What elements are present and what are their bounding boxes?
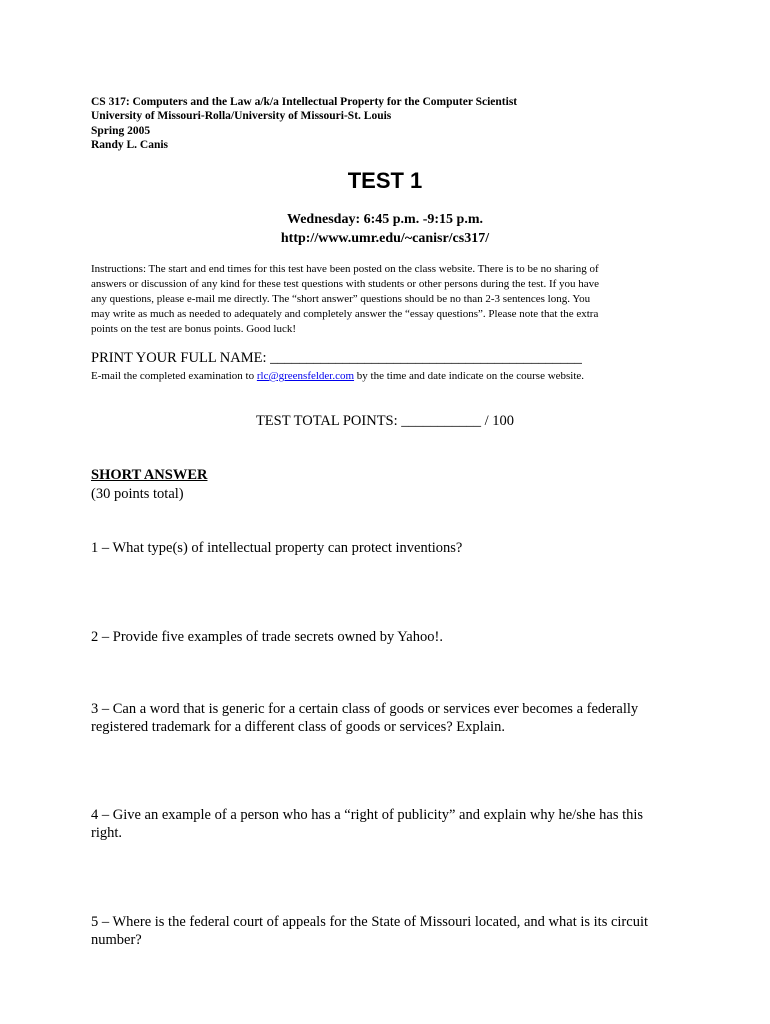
question-2	[91, 628, 443, 646]
instructor-name: Randy L. Canis	[91, 139, 169, 151]
course-url: http://www.umr.edu/~canisr/cs317/	[280, 231, 490, 246]
instructions-line: points on the test are bonus points. Good luck!	[91, 323, 297, 335]
test-schedule: Wednesday: 6:45 p.m. -9:15 p.m.	[286, 212, 483, 227]
question-line: registered trademark for a different class of goods or services? Explain.	[91, 719, 506, 735]
question-line: 5 – Where is the federal court of appeals for the State of Missouri located, and what is its circuit	[91, 914, 649, 930]
question-line: number?	[91, 932, 142, 948]
university-name: University of Missouri-Rolla/University of Missouri-St. Louis	[91, 110, 392, 122]
question-5	[91, 913, 648, 949]
instructions-line: Instructions: The start and end times for this test have been posted on the class website. There is to be no sharing of	[91, 263, 599, 275]
test-total-points: TEST TOTAL POINTS: ___________ / 100	[255, 413, 515, 429]
question-line: 3 – Can a word that is generic for a certain class of goods or services ever becomes a federally	[91, 701, 639, 717]
instructions-paragraph	[91, 262, 691, 337]
question-line: right.	[91, 825, 123, 841]
section-heading: SHORT ANSWER	[91, 467, 208, 483]
test-title: TEST 1	[347, 168, 423, 193]
question-3	[91, 700, 638, 736]
print-name-field: PRINT YOUR FULL NAME: ___________________________________________	[91, 350, 582, 366]
question-line: 1 – What type(s) of intellectual property can protect inventions?	[91, 540, 463, 556]
course-title: CS 317: Computers and the Law a/k/a Intellectual Property for the Computer Scientist	[91, 96, 518, 108]
instructions-line: may write as much as needed to adequately and completely answer the “essay questions”. Please note that the extra	[91, 308, 599, 320]
email-text-after: by the time and date indicate on the course website.	[354, 370, 585, 382]
section-points: (30 points total)	[91, 486, 184, 502]
instructions-line: any questions, please e-mail me directly. The “short answer” questions should be no than 2-3 sentences long. You	[91, 293, 591, 305]
instructions-line: answers or discussion of any kind for these test questions with students or other persons during the test. If you have	[91, 278, 600, 290]
question-line: 2 – Provide five examples of trade secrets owned by Yahoo!.	[91, 629, 443, 645]
question-4	[91, 806, 643, 842]
question-1	[91, 539, 462, 557]
email-instructions	[91, 370, 584, 382]
email-text-before: E-mail the completed examination to	[91, 370, 257, 382]
question-line: 4 – Give an example of a person who has a “right of publicity” and explain why he/she has this	[91, 807, 644, 823]
term: Spring 2005	[91, 125, 151, 137]
email-link[interactable]: rlc@greensfelder.com	[256, 370, 355, 382]
